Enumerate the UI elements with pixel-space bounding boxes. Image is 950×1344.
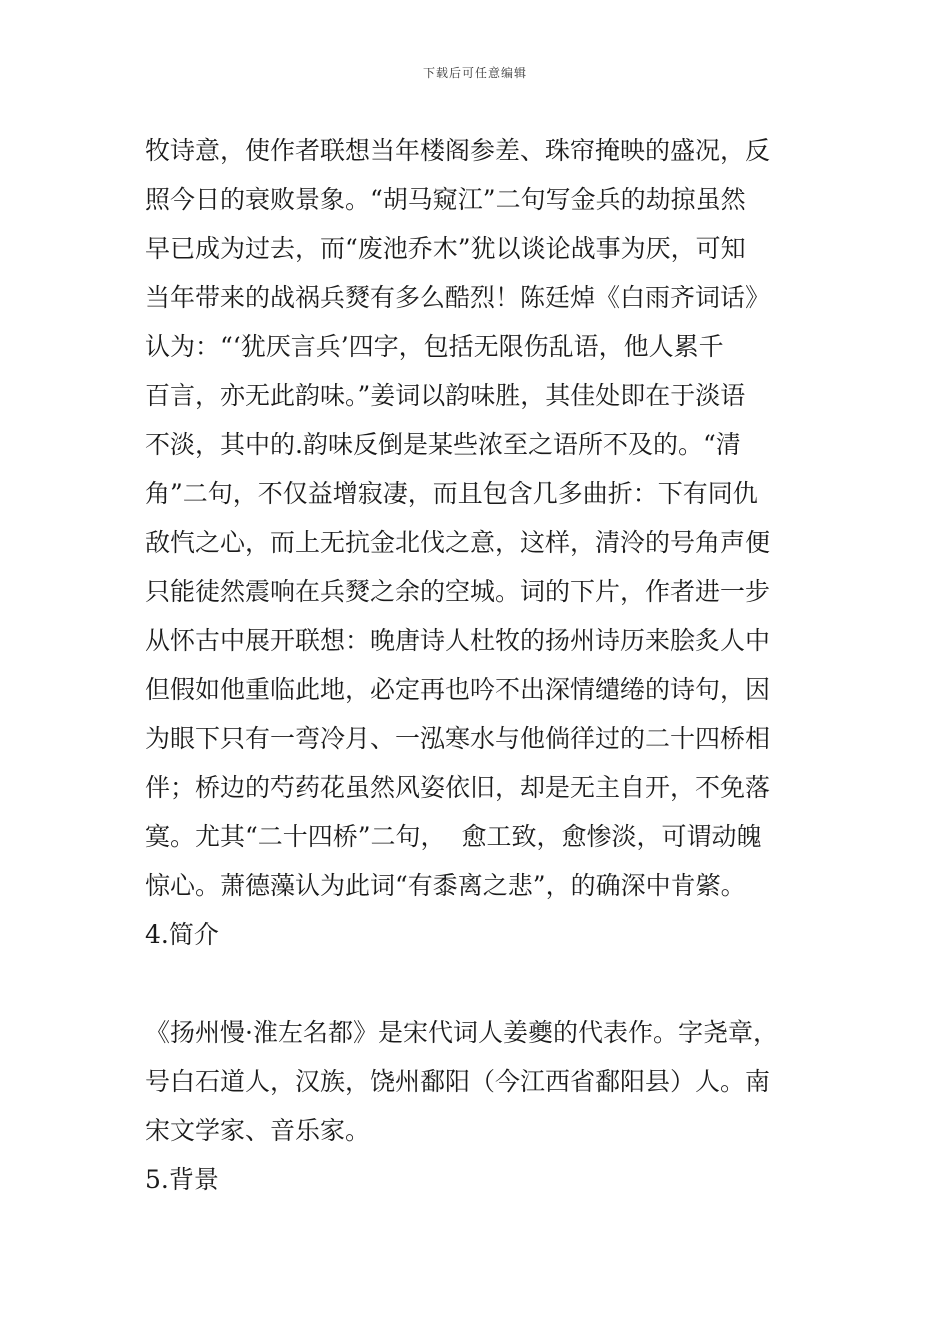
paragraph-line: 认为：“‘犹厌言兵’四字，包括无限伤乱语，他人累千 [145, 332, 724, 361]
document-body [145, 126, 810, 1204]
intro-line: 《扬州慢·淮左名都》是宋代词人姜夔的代表作。字尧章， [145, 1018, 778, 1047]
paragraph-line: 为眼下只有一弯冷月、一泓寒水与他倘徉过的二十四桥相 [145, 724, 771, 753]
paragraph-line: 从怀古中展开联想：晚唐诗人杜牧的扬州诗历来脍炙人中 [145, 626, 771, 655]
paragraph-line: 但假如他重临此地，必定再也吟不出深情缱绻的诗句，因 [145, 675, 771, 704]
paragraph-line: 伴；桥边的芍药花虽然风姿依旧，却是无主自开，不免落 [145, 773, 771, 802]
paragraph-line: 只能徒然震响在兵燹之余的空城。词的下片，作者进一步 [145, 577, 771, 606]
section-heading-background: 5.背景 [145, 1165, 219, 1194]
paragraph-line: 惊心。萧德藻认为此词“有黍离之悲”，的确深中肯綮。 [145, 871, 746, 900]
paragraph-line: 牧诗意，使作者联想当年楼阁参差、珠帘掩映的盛况，反 [145, 136, 771, 165]
section-heading-intro: 4.简介 [145, 920, 219, 949]
paragraph-line: 早已成为过去，而“废池乔木”犹以谈论战事为厌，可知 [145, 234, 746, 263]
page-header: 下载后可任意编辑 [422, 66, 527, 80]
paragraph-line: 角”二句，不仅益增寂凄，而且包含几多曲折：下有同仇 [145, 479, 758, 508]
paragraph-line: 百言，亦无此韵味。”姜词以韵味胜，其佳处即在于淡语 [145, 381, 746, 410]
paragraph-line: 当年带来的战祸兵燹有多么酷烈！陈廷焯《白雨齐词话》 [145, 283, 771, 312]
intro-line: 号白石道人，汉族，饶州鄱阳（今江西省鄱阳县）人。南 [145, 1067, 771, 1096]
paragraph-line: 寞。尤其“二十四桥”二句， 愈工致，愈惨淡，可谓动魄 [145, 822, 762, 851]
paragraph-line: 不淡，其中的.韵味反倒是某些浓至之语所不及的。“清 [145, 430, 741, 459]
paragraph-line: 敌忾之心，而上无抗金北伐之意，这样，清泠的号角声便 [145, 528, 771, 557]
intro-line: 宋文学家、音乐家。 [145, 1116, 371, 1145]
blank-line [145, 959, 810, 1008]
paragraph-line: 照今日的衰败景象。“胡马窥江”二句写金兵的劫掠虽然 [145, 185, 746, 214]
